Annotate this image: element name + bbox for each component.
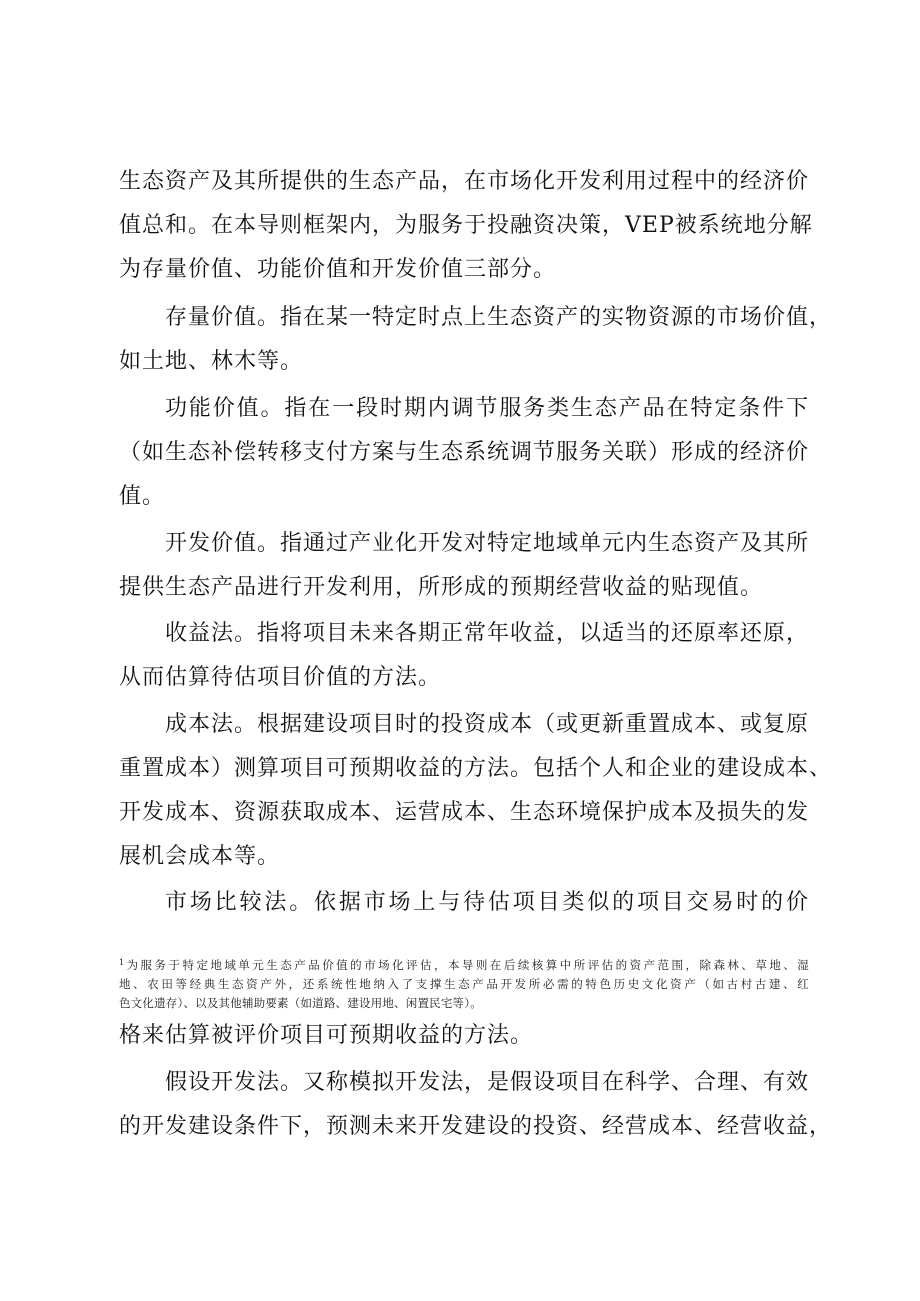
body-line: 如土地、林木等。 [119,349,304,374]
body-line: 展机会成本等。 [119,844,281,869]
body-line: 的开发建设条件下，预测未来开发建设的投资、经营成本、经营收益， [119,1114,833,1139]
term-hypothetical-development: 假设开发法。又称模拟开发法，是假设项目在科学、合理、有效 [165,1070,810,1095]
body-line: 提供生态产品进行开发利用，所形成的预期经营收益的贴现值。 [119,575,764,600]
term-functional-value: 功能价值。指在一段时期内调节服务类生态产品在特定条件下 [165,396,809,421]
footnote-marker: 1 [119,958,125,967]
footnote-line: 色文化遗存）、以及其他辅助要素（如道路、建设用地、闲置民宅等）。 [119,996,482,1010]
body-line: （如生态补偿转移支付方案与生态系统调节服务关联）形成的经济价 [119,440,810,465]
body-line: 值。 [119,484,166,509]
body-line: 生态资产及其所提供的生态产品，在市场化开发利用过程中的经济价 [119,169,810,194]
body-line: 从而估算待估项目价值的方法。 [119,665,442,690]
footnote-line: $^1$为服务于特定地域单元生态产品价值的市场化评估，本导则在后续核算中所评估的资产范围，除森林、草地、湿 [119,958,809,972]
body-line: 开发成本、资源获取成本、运营成本、生态环境保护成本及损失的发 [119,800,810,825]
body-line: 为存量价值、功能价值和开发价值三部分。 [119,257,557,282]
term-cost-approach: 成本法。根据建设项目时的投资成本（或更新重置成本、或复原 [165,712,810,737]
body-line: 格来估算被评价项目可预期收益的方法。 [119,1023,534,1048]
body-line: 值总和。在本导则框架内，为服务于投融资决策，VEP被系统地分解 [119,213,813,238]
term-income-approach: 收益法。指将项目未来各期正常年收益，以适当的还原率还原， [165,621,810,646]
footnote-line: 地、农田等经典生态资产外，还系统性地纳入了支撑生态产品开发所必需的特色历史文化资产（如古村古建、红 [119,977,809,991]
term-development-value: 开发价值。指通过产业化开发对特定地域单元内生态资产及其所 [165,531,810,556]
term-stock-value: 存量价值。指在某一特定时点上生态资产的实物资源的市场价值， [165,305,833,330]
body-line: 重置成本）测算项目可预期收益的方法。包括个人和企业的建设成本、 [119,756,833,781]
term-market-comparison: 市场比较法。依据市场上与待估项目类似的项目交易时的价 [165,890,809,915]
